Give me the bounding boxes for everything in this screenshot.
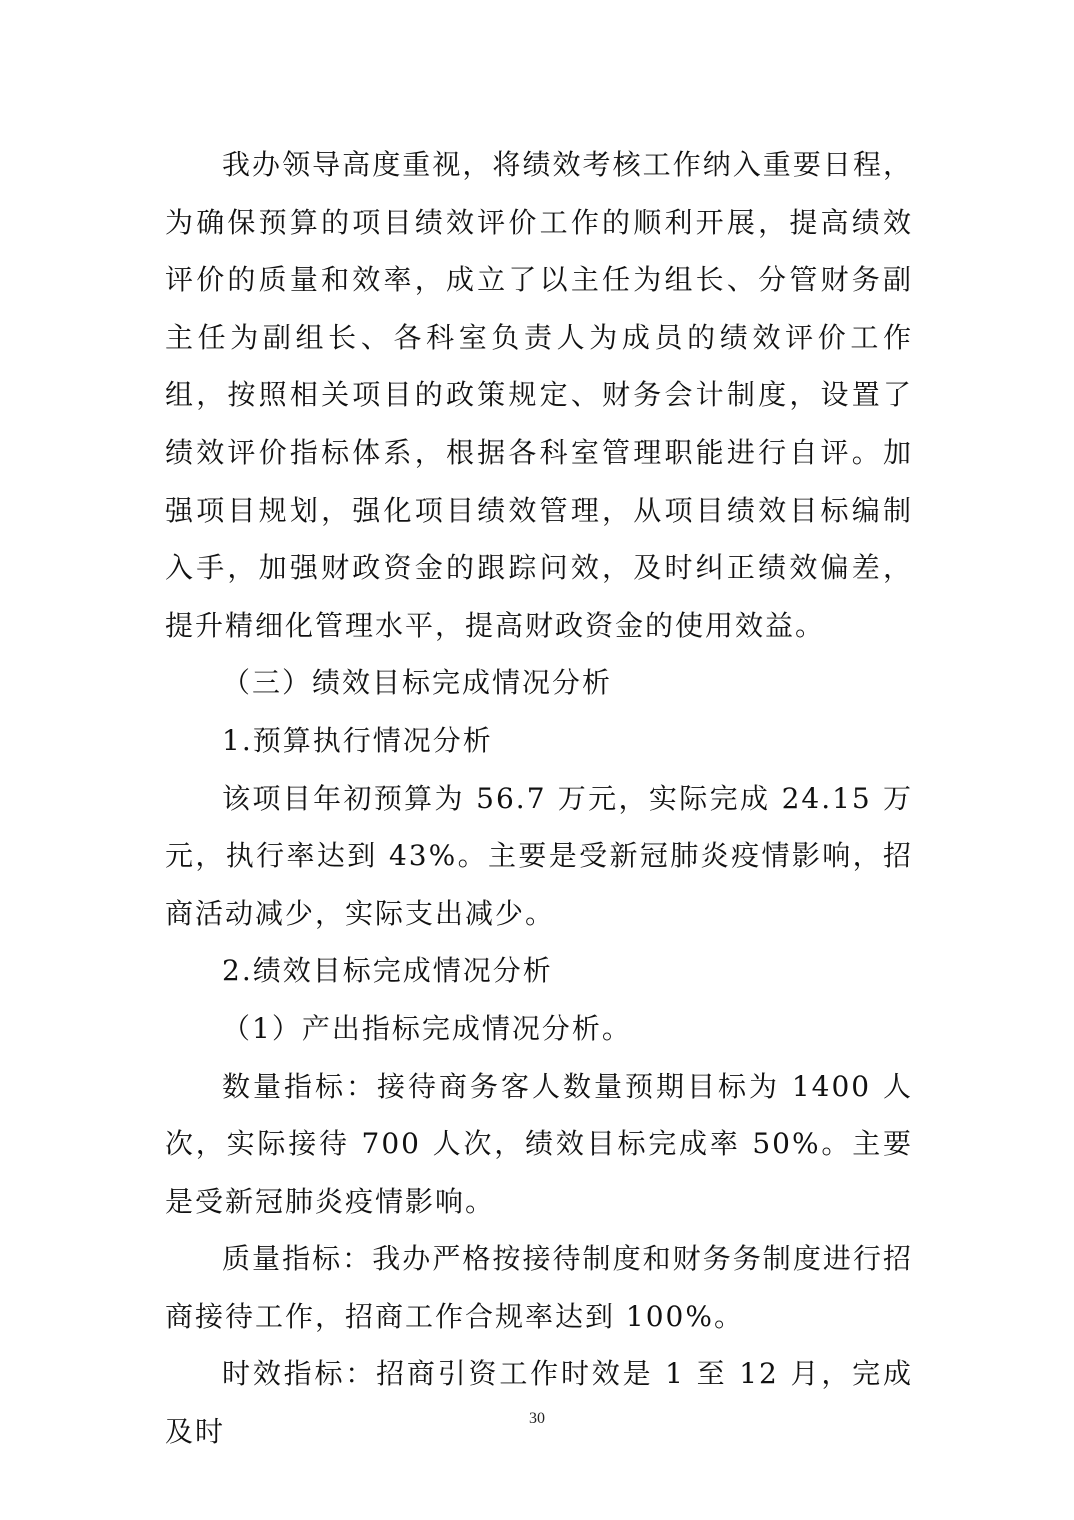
subheading-goal-analysis: 2.绩效目标完成情况分析: [222, 954, 553, 988]
section-heading-goal-completion: （三）绩效目标完成情况分析: [222, 666, 613, 700]
paragraph-quality-indicator: 质量指标：我办严格按接待制度和财务务制度进行招商接待工作，招商工作合规率达到 100%。: [165, 1242, 913, 1333]
paragraph-quantity-indicator: 数量指标：接待商务客人数量预期目标为 1400 人次，实际接待 700 人次，绩效目标完成率 50%。主要是受新冠肺炎疫情影响。: [165, 1069, 913, 1218]
paragraph-timeliness-indicator: 时效指标：招商引资工作时效是 1 至 12 月，完成及时: [165, 1357, 913, 1449]
subheading-budget-execution: 1.预算执行情况分析: [222, 723, 493, 757]
paragraph-performance-organization: 我办领导高度重视，将绩效考核工作纳入重要日程，为确保预算的项目绩效评价工作的顺利开展，提高绩效评价的质量和效率，成立了以主任为组长、分管财务副主任为副组长、各科室负责人为成员的绩效评价工作组，按照相关项目的政策规定、财务会计制度，设置了绩效评价指标体系，根据各科室管理职能进行自评。加强项目规划，强化项目绩效管理，从项目绩效目标编制入手，加强财政资金的跟踪问效，及时纠正绩效偏差，提升精细化管理水平，提高财政资金的使用效益。: [165, 148, 913, 642]
page-number: 30: [529, 1410, 545, 1427]
body-text: [165, 136, 913, 1461]
subheading-output-indicators: （1）产出指标完成情况分析。: [222, 1011, 632, 1045]
paragraph-budget-execution: 该项目年初预算为 56.7 万元，实际完成 24.15 万元，执行率达到 43%。主要是受新冠肺炎疫情影响，招商活动减少，实际支出减少。: [165, 781, 913, 930]
